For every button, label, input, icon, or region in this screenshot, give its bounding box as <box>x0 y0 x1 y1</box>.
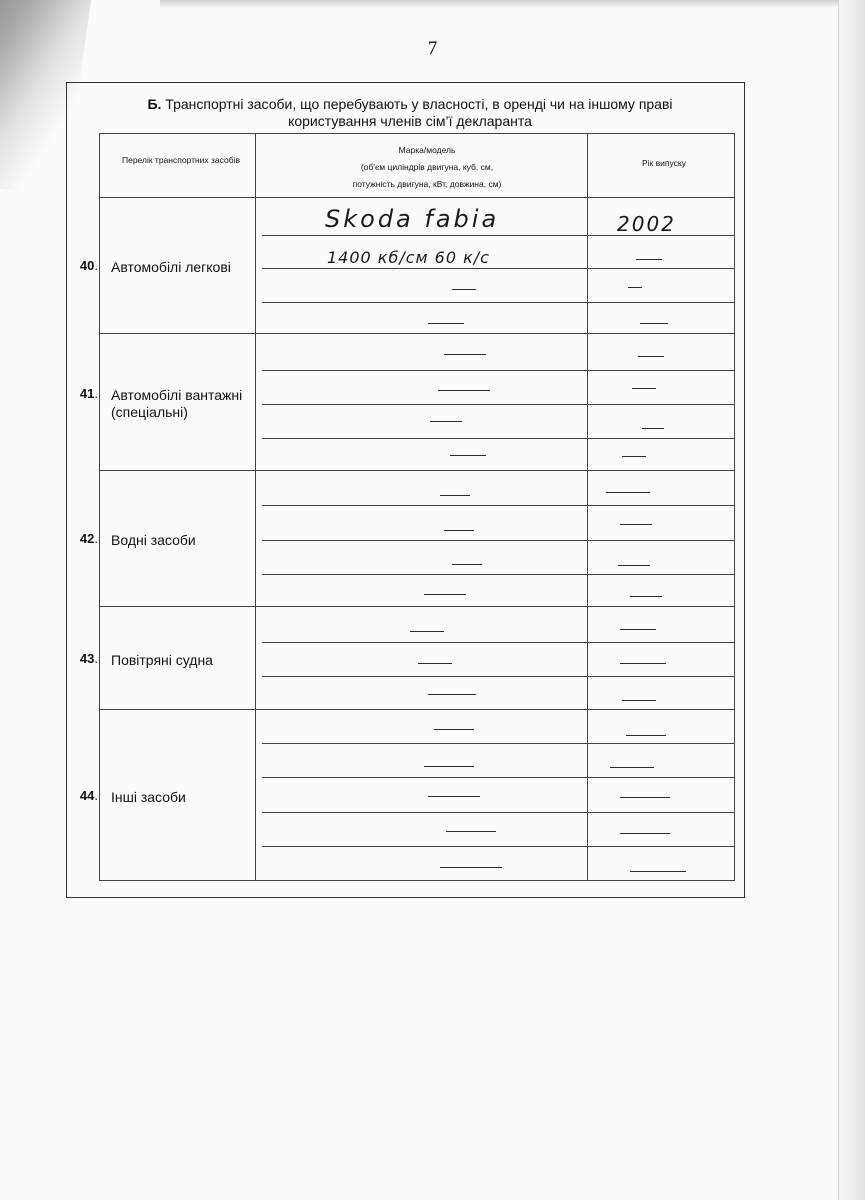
header-divider <box>99 197 735 198</box>
group-divider <box>99 333 735 334</box>
category-cars: Автомобілі легкові <box>111 259 231 275</box>
handwritten-dash <box>440 867 502 868</box>
row-line <box>262 812 735 813</box>
header-make-model-note1: (об'єм циліндрів двигуна, куб. см, <box>360 162 494 172</box>
handwritten-dash <box>620 833 670 834</box>
group-divider <box>99 709 735 710</box>
category-trucks <box>111 387 261 421</box>
group-divider <box>99 606 735 607</box>
vehicles-table <box>99 133 735 881</box>
handwritten-dash <box>610 767 654 768</box>
section-letter: Б. <box>147 96 162 112</box>
row-number-43: 43. <box>79 651 98 666</box>
handwritten-dash <box>444 354 486 355</box>
row-line <box>262 404 735 405</box>
scan-top-shadow <box>160 0 839 8</box>
handwritten-make-model: Skoda fabia <box>325 205 500 233</box>
row-line <box>262 574 735 575</box>
handwritten-dash <box>628 287 642 288</box>
column-divider-2 <box>587 133 588 881</box>
category-watercraft: Водні засоби <box>111 532 196 548</box>
category-trucks-line1: Автомобілі вантажні <box>111 387 243 403</box>
handwritten-dash <box>622 700 656 701</box>
handwritten-dash <box>632 388 656 389</box>
handwritten-dash <box>638 356 664 357</box>
handwritten-dash <box>418 663 452 664</box>
handwritten-dash <box>424 594 466 595</box>
page-number: 7 <box>427 38 438 59</box>
scan-right-edge <box>838 0 865 1200</box>
row-number-41: 41. <box>79 386 98 401</box>
handwritten-dash <box>446 831 496 832</box>
column-divider-1 <box>255 133 256 881</box>
handwritten-dash <box>626 735 666 736</box>
category-aircraft: Повітряні судна <box>111 652 213 668</box>
handwritten-dash <box>428 323 464 324</box>
handwritten-dash <box>636 259 662 260</box>
category-trucks-line2: (спеціальні) <box>111 404 188 420</box>
row-number-44: 44. <box>79 788 98 803</box>
handwritten-dash <box>428 796 480 797</box>
handwritten-year: 2002 <box>617 212 676 236</box>
handwritten-dash <box>450 455 486 456</box>
row-line <box>262 302 735 303</box>
row-line <box>262 846 735 847</box>
category-other: Інші засоби <box>111 789 186 805</box>
header-make-model <box>262 142 592 193</box>
handwritten-dash <box>452 289 476 290</box>
handwritten-dash <box>452 564 482 565</box>
header-vehicle-list: Перелік транспортних засобів <box>121 155 241 165</box>
handwritten-dash <box>410 631 444 632</box>
handwritten-dash <box>620 629 656 630</box>
row-number-40: 40. <box>79 258 98 273</box>
header-year: Рік випуску <box>642 158 686 168</box>
handwritten-dash <box>640 323 668 324</box>
row-line <box>262 505 735 506</box>
handwritten-dash <box>620 797 670 798</box>
row-number-42: 42. <box>79 531 98 546</box>
row-line <box>262 370 735 371</box>
handwritten-dash <box>424 766 474 767</box>
handwritten-dash <box>430 421 462 422</box>
handwritten-dash <box>620 663 666 664</box>
row-line <box>262 268 735 269</box>
handwritten-dash <box>438 390 490 391</box>
row-line <box>262 743 735 744</box>
handwritten-dash <box>642 428 664 429</box>
handwritten-dash <box>606 492 650 493</box>
handwritten-dash <box>630 871 686 872</box>
group-divider <box>99 470 735 471</box>
section-title <box>110 96 710 130</box>
handwritten-dash <box>444 530 474 531</box>
handwritten-dash <box>434 729 474 730</box>
row-line <box>262 540 735 541</box>
handwritten-dash <box>630 596 662 597</box>
header-make-model-note2: потужність двигуна, кВт, довжина, см) <box>352 179 502 189</box>
section-title-line2: користування членів сім’ї декларанта <box>288 113 532 129</box>
row-line <box>262 676 735 677</box>
handwritten-dash <box>440 495 470 496</box>
row-line <box>262 642 735 643</box>
handwritten-dash <box>622 456 646 457</box>
handwritten-dash <box>620 524 652 525</box>
section-title-text: Транспортні засоби, що перебувають у власності, в оренді чи на іншому праві <box>165 96 673 112</box>
row-line <box>262 438 735 439</box>
row-line <box>262 777 735 778</box>
handwritten-dash <box>428 694 476 695</box>
handwritten-dash <box>618 565 650 566</box>
handwritten-engine: 1400 кб/см 60 к/с <box>327 248 490 267</box>
header-make-model-title: Марка/модель <box>398 145 456 155</box>
